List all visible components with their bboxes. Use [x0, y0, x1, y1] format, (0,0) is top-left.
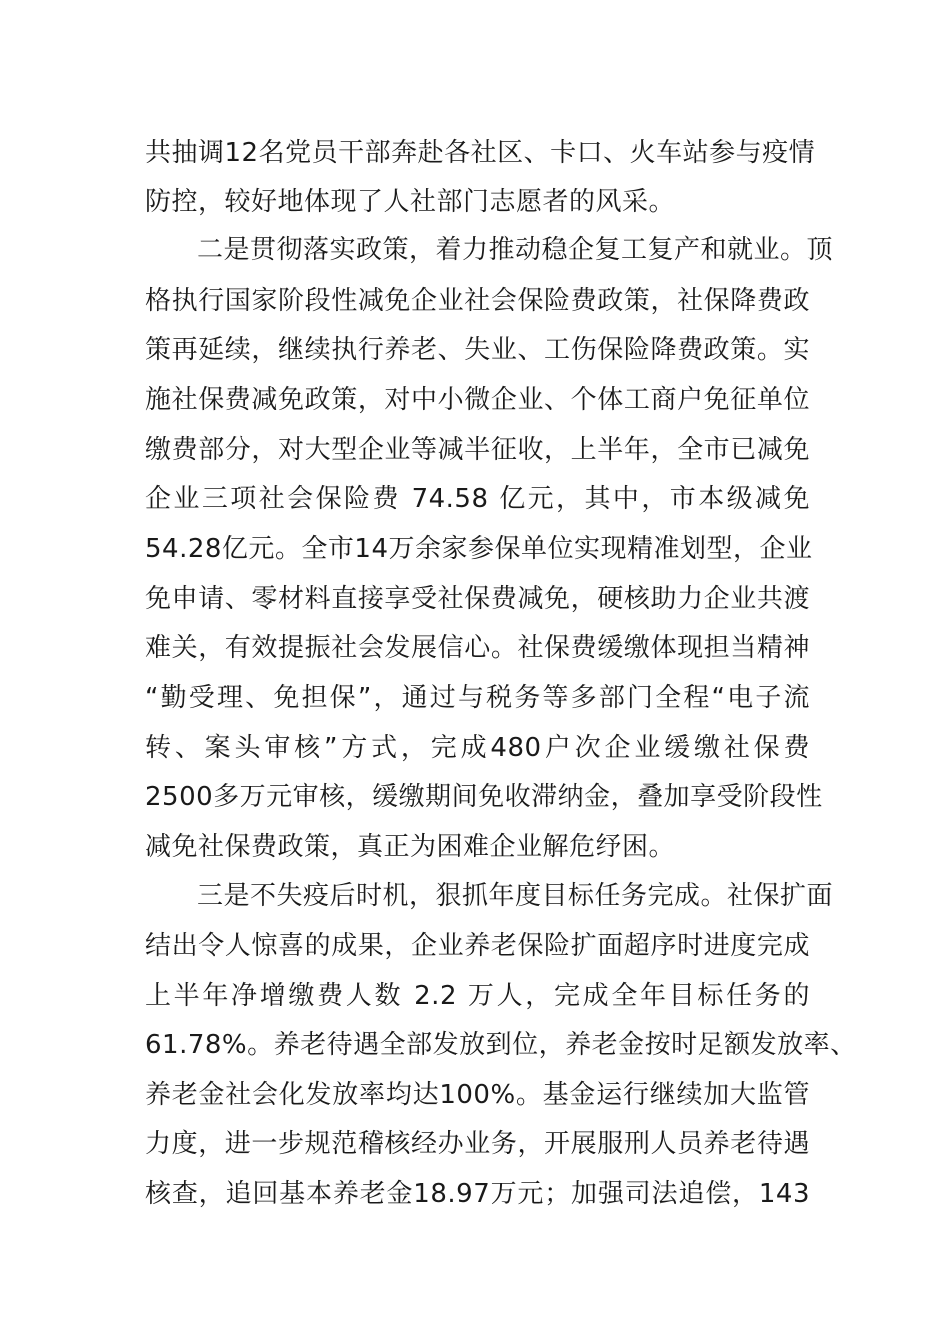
text-line: 共抽调12名党员干部奔赴各社区、卡口、火车站参与疫情: [145, 138, 816, 168]
text-line: 54.28亿元。全市14万余家参保单位实现精准划型，企业: [145, 534, 813, 564]
text-line: “勤受理、免担保”，通过与税务等多部门全程“电子流: [145, 683, 810, 713]
text-line: 核查，追回基本养老金18.97万元；加强司法追偿，143: [145, 1179, 810, 1209]
paragraph-start-line: 二是贯彻落实政策，着力推动稳企复工复产和就业。顶: [197, 235, 834, 265]
text-line: 防控，较好地体现了人社部门志愿者的风采。: [145, 187, 676, 217]
text-line: 施社保费减免政策，对中小微企业、个体工商户免征单位: [145, 385, 810, 415]
text-line: 减免社保费政策，真正为困难企业解危纾困。: [145, 832, 676, 862]
text-line: 转、案头审核”方式，完成480户次企业缓缴社保费: [145, 733, 810, 763]
text-line: 2500多万元审核，缓缴期间免收滞纳金，叠加享受阶段性: [145, 782, 823, 812]
text-line: 格执行国家阶段性减免企业社会保险费政策，社保降费政: [145, 286, 810, 316]
text-line: 力度，进一步规范稽核经办业务，开展服刑人员养老待遇: [145, 1129, 810, 1159]
text-line: 免申请、零材料直接享受社保费减免，硬核助力企业共渡: [145, 584, 810, 614]
text-line: 结出令人惊喜的成果，企业养老保险扩面超序时进度完成: [145, 931, 810, 961]
text-line: 61.78%。养老待遇全部发放到位，养老金按时足额发放率、: [145, 1030, 857, 1060]
text-line: 上半年净增缴费人数 2.2 万人，完成全年目标任务的: [145, 981, 810, 1011]
text-line: 策再延续，继续执行养老、失业、工伤保险降费政策。实: [145, 335, 810, 365]
text-line: 企业三项社会保险费 74.58 亿元，其中，市本级减免: [145, 484, 810, 514]
paragraph-start-line: 三是不失疫后时机，狠抓年度目标任务完成。社保扩面: [197, 881, 834, 911]
text-line: 难关，有效提振社会发展信心。社保费缓缴体现担当精神: [145, 633, 810, 663]
text-line: 缴费部分，对大型企业等减半征收，上半年，全市已减免: [145, 435, 810, 465]
text-line: 养老金社会化发放率均达100%。基金运行继续加大监管: [145, 1080, 810, 1110]
